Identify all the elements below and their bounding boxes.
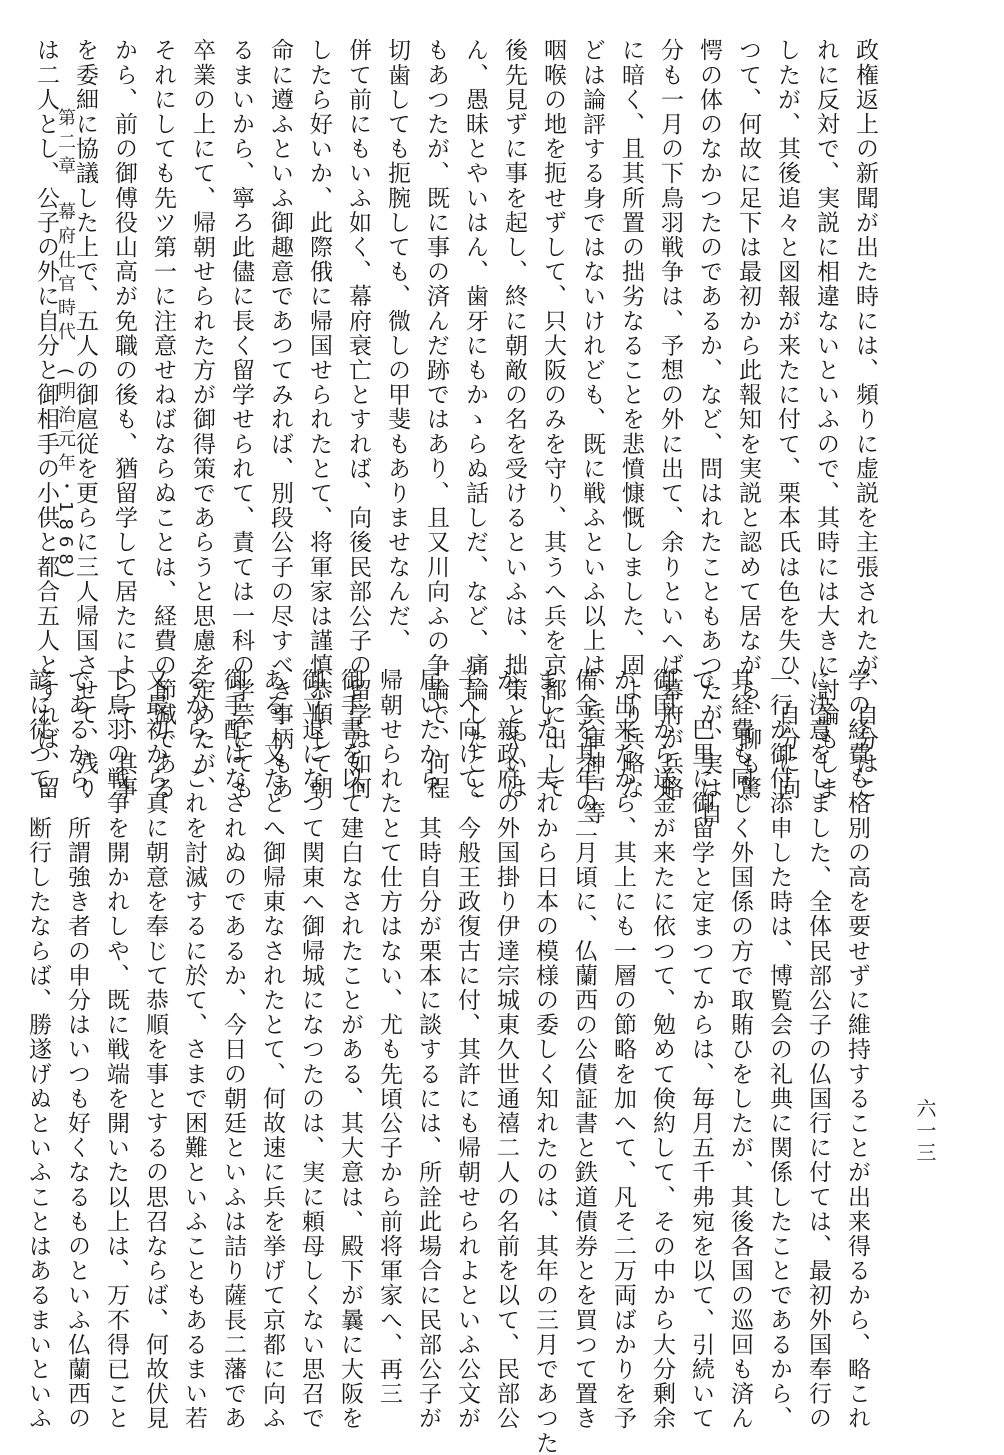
upper-text-line: を委細に協議した上で、五人の御扈従を更らに三人帰国させて、残り (72, 38, 98, 801)
upper-text-line: それにしても先ツ第一に注意せねばならぬことは、経費の節減である (150, 38, 176, 801)
text-block-upper (26, 38, 884, 826)
upper-text-line: ん、愚昧とやいはん、歯牙にもかゝらぬ話しだ、など、痛論したこと (462, 38, 488, 801)
upper-text-line: は二人とし、公子の外に自分と御相手の小供と都合五人とすれば、留 (33, 38, 59, 801)
lower-text-line: が出来たから、其上にも一層の節略を加へて、凡そ二万両ばかりを予 (610, 668, 636, 1431)
upper-text-line: に暗く、且其所置の拙劣なることを悲憤慷慨しました、固より兵略な (618, 38, 644, 801)
era-label: (明治元年・1868) (55, 368, 76, 584)
upper-text-line: るまいから、寧ろ此儘に長く留学せられて、責ては一科の学芸にても (228, 38, 254, 801)
upper-text-line: 併て前にもいふ如く、幕府衰亡とすれば、向後民部公子の留学は如何 (345, 38, 371, 801)
upper-text-line: 分も一月の下鳥羽戦争は、予想の外に出て、余りといへば幕府が兵略 (657, 38, 683, 801)
upper-text-line: れに反対で、実説に相違ないといふので、其時には大きに討論もしま (813, 38, 839, 801)
lower-text-line: 帰朝せられたとて仕方はない、尤も先頃公子から前将軍家へ、再三 (376, 668, 402, 1406)
upper-text-line: 命に遵ふといふ御趣意であつてみれば、別段公子の尽すべき事柄もあ (267, 38, 293, 801)
lower-text-line: 子へ向けて、今般王政復古に付、其許にも帰朝せられよといふ公文が (454, 668, 480, 1431)
upper-text-line: 切歯しても扼腕しても、微しの甲斐もありませなんだ、 (384, 38, 410, 653)
lower-text-line: 諺に従つて、断行したならば、勝遂げぬといふことはあるまいといふ (25, 668, 51, 1431)
running-head (52, 108, 78, 584)
upper-text-line: どは論評する身ではないけれども、既に戦ふといふ以上は、兵庫神戸等 (579, 38, 605, 826)
text-block-lower (18, 668, 876, 1455)
page-number: 六一三 (913, 1098, 937, 1164)
lower-text-line: 下鳥羽の戦争を開かれしや、既に戦端を開いた以上は、万不得已こと (103, 668, 129, 1431)
upper-text-line: 咽喉の地を扼せずして、只大阪のみを守り、其うへ兵を京都に出して (540, 38, 566, 801)
lower-text-line: 御立退になつて関東へ御帰城になつたのは、実に頼母しくない思召で (298, 668, 324, 1431)
upper-text-line: したら好いか、此際俄に帰国せられたとて、将軍家は謹慎恭順して朝 (306, 38, 332, 801)
upper-text-line: したが、其後追々と図報が来たに付て、栗本氏は色を失ひ、自分に向 (774, 38, 800, 801)
lower-text-line: に決意をしました、全体民部公子の仏国行に付ては、最初外国奉行の (805, 668, 831, 1431)
lower-text-line: ました、夫れから日本の模様の委しく知れたのは、其年の三月であつた (532, 668, 558, 1455)
lower-text-line: 一行が御付添申した時は、博覧会の礼典に関係したことであるから、 (766, 668, 792, 1431)
upper-text-line: 愕の体のなかつたのであるか、など、問はれたこともあつたが、実は自 (696, 38, 722, 826)
lower-text-line: 御国から送金が来たに依つて、勉めて倹約して、その中から大分剰余 (649, 668, 675, 1431)
lower-text-line: るから、これを討滅するに於て、さまで困難といふこともあるまい若 (181, 668, 207, 1431)
upper-text-line: 政権返上の新聞が出た時には、頻りに虚説を主張されたが、自分はこ (852, 38, 878, 801)
lower-text-line: 届いたから、其時自分が栗本に談するには、所詮此場合に民部公子が (415, 668, 441, 1431)
lower-text-line: が、新政府の外国掛り伊達宗城東久世通禧二人の名前を以て、民部公 (493, 668, 519, 1431)
lower-text-line: で、巴里に御留学と定まつてからは、毎月五千弗宛を以て、引続いて (688, 668, 714, 1431)
upper-text-line: 後先見ずに事を起し、終に朝敵の名を受けるといふは、拙策とやいは (501, 38, 527, 801)
lower-text-line: 其経費も同じく外国係の方で取賄ひをしたが、其後各国の巡回も済ん (727, 668, 753, 1431)
lower-text-line: 学の経費も格別の高を要せずに維持することが出来得るから、略これ (844, 668, 870, 1431)
upper-text-line: 卒業の上にて、帰朝せられた方が御得策であらうと思慮を定めたが、 (189, 38, 215, 801)
chapter-title: 幕府仕官時代 (55, 202, 76, 346)
upper-text-line: から、前の御傅役山高が免職の後も、猶留学して居たによつて、其事 (111, 38, 137, 801)
chapter-label: 第二章 (55, 108, 76, 180)
lower-text-line: 御手配はなされぬのであるか、今日の朝廷といふは詰り薩長二藩であ (220, 668, 246, 1431)
lower-text-line: ある、又たとへ御帰東なされたとて、何故速に兵を挙げて京都に向ふ (259, 668, 285, 1431)
upper-text-line: つて、何故に足下は最初から此報知を実説と認めて居ながら、聊も驚 (735, 38, 761, 801)
upper-text-line: もあつたが、既に事の済んだ跡ではあり、且又川向ふの争論で、何程 (423, 38, 449, 801)
lower-text-line: 御手書を以て建白なされたことがある、其大意は、殿下が曩に大阪を (337, 668, 363, 1431)
lower-text-line: であるから、所謂強き者の申分はいつも好くなるものといふ仏蘭西の (64, 668, 90, 1431)
lower-text-line: 又最初から真に朝意を奉じて恭順を事とするの思召ならば、何故伏見 (142, 668, 168, 1431)
lower-text-line: 備金を其年の二月頃に、仏蘭西の公債証書と鉄道債券とを買つて置き (571, 668, 597, 1431)
